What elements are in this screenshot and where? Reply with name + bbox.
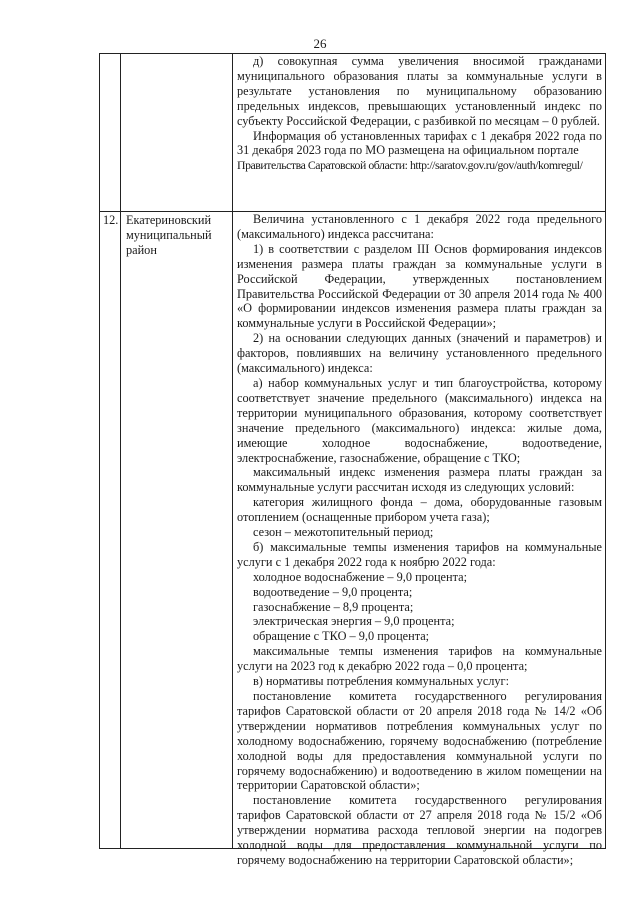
paragraph: 2) на основании следующих данных (значений и параметров) и факторов, повлиявших на величину установленного предельного (максимального) индекса:: [237, 331, 602, 376]
paragraph: максимальные темпы изменения тарифов на коммунальные услуги на 2023 год к декабрю 2022 года – 0,0 процента;: [237, 644, 602, 674]
paragraph: 1) в соответствии с разделом III Основ формирования индексов изменения размера платы граждан за коммунальные услуги в Российской Федерации, утвержденных постановлением Правительства Российской Федерации от 30 апреля 2014 года № 400 «О формировании индексов изменения размера платы граждан за коммунальные услуги в Российской Федерации»;: [237, 241, 602, 331]
portal-link[interactable]: Правительства Саратовской области: http://saratov.gov.ru/gov/auth/komregul/: [237, 158, 583, 173]
paragraph: постановление комитета государственного регулирования тарифов Саратовской области от 20 апреля 2018 года № 14/2 «Об утверждении нормативов потребления коммунальных услуг по холодному водоснабжению, горячему водоснабжению (потребление холодной воды для предоставления коммунальной услуги по горячему водоснабжению) и водоотведению в жилом помещении на территории Саратовской области»;: [237, 689, 602, 793]
document-table: [99, 53, 606, 867]
paragraph: Информация об установленных тарифах с 1 декабря 2022 года по 31 декабря 2023 года по МО размещена на официальном портале: [237, 128, 602, 158]
paragraph: обращение с ТКО – 9,0 процента;: [253, 629, 430, 644]
paragraph: постановление комитета государственного регулирования тарифов Саратовской области от 27 апреля 2018 года № 15/2 «Об утверждении норматива расхода тепловой энергии на подогрев холодной воды для предоставления коммунальной услуги по горячему водоснабжению на территории Саратовской области»;: [237, 793, 602, 867]
row-number: 12.: [103, 213, 119, 227]
district-name-cell: [121, 54, 233, 212]
paragraph: д) совокупная сумма увеличения вносимой гражданами муниципального образования платы за коммунальные услуги в результате установления по муниципальному образованию предельных индексов, превышающих установленный индекс по субъекту Российской Федерации, с разбивкой по месяцам – 0 рублей.: [237, 54, 602, 128]
content-cell: [233, 54, 606, 212]
paragraph: максимальный индекс изменения размера платы граждан за коммунальные услуги рассчитан исходя из следующих условий:: [237, 465, 602, 495]
paragraph: а) набор коммунальных услуг и тип благоустройства, которому соответствует значение предельного (максимального) индекса на территории муниципального образования, которому соответствует значение предельного (максимального) индекса: жилые дома, имеющие холодное водоснабжение, водоотведение, электроснабжение, газоснабжение, обращение с ТКО;: [237, 375, 602, 465]
paragraph: электрическая энергия – 9,0 процента;: [253, 614, 455, 629]
row-number-cell: [100, 54, 121, 212]
paragraph: сезон – межотопительный период;: [253, 525, 434, 540]
paragraph: в) нормативы потребления коммунальных услуг:: [253, 674, 510, 689]
page-number: 26: [313, 36, 327, 51]
district-name-cell: [121, 212, 233, 849]
row-number: [100, 54, 120, 55]
content-cell: [233, 212, 606, 867]
paragraph: Величина установленного с 1 декабря 2022 года предельного (максимального) индекса рассчитана:: [237, 212, 602, 241]
paragraph: водоотведение – 9,0 процента;: [253, 584, 413, 599]
paragraph: холодное водоснабжение – 9,0 процента;: [253, 569, 467, 584]
table-row: [100, 54, 606, 212]
district-name: [121, 54, 232, 55]
portal-link-line: [237, 158, 602, 173]
table-row: [100, 212, 606, 849]
row-number-cell: [100, 212, 121, 849]
paragraph: категория жилищного фонда – дома, оборудованные газовым отоплением (оснащенные прибором учета газа);: [237, 495, 602, 525]
paragraph: б) максимальные темпы изменения тарифов на коммунальные услуги с 1 декабря 2022 года к ноябрю 2022 года:: [237, 539, 602, 569]
paragraph: газоснабжение – 8,9 процента;: [253, 599, 414, 614]
district-name: Екатериновский муниципальный район: [126, 213, 212, 257]
